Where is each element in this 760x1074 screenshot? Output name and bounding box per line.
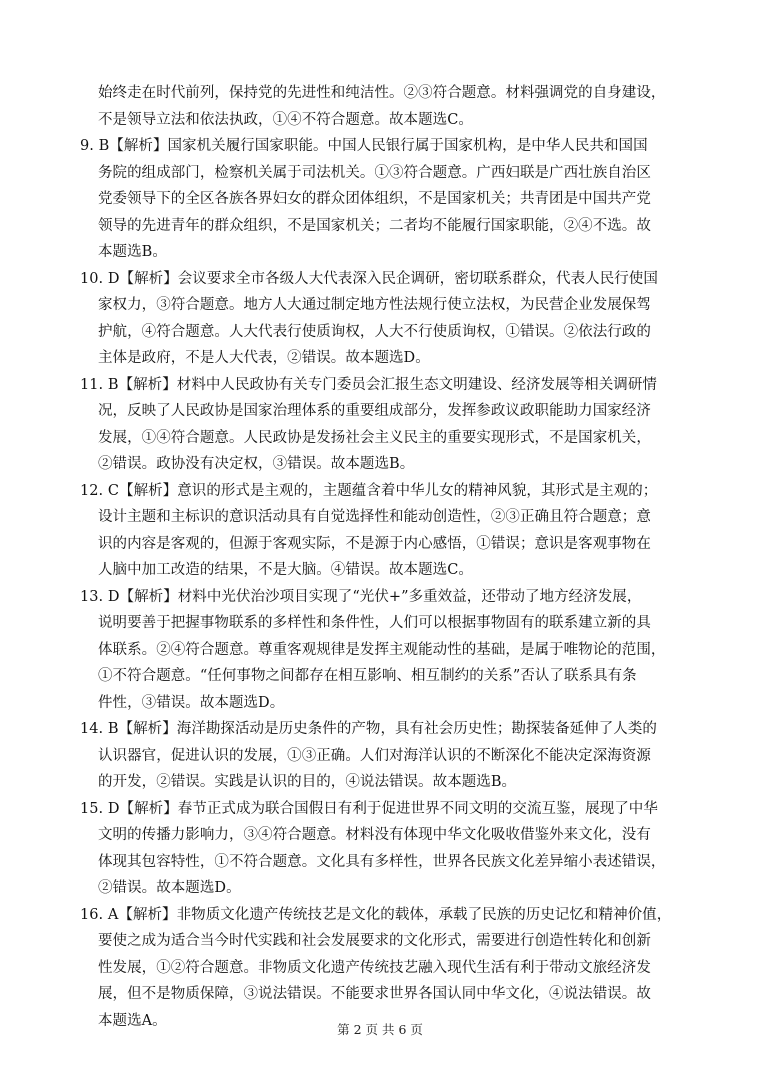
text-line: 说明要善于把握事物联系的多样性和条件性，人们可以根据事物固有的联系建立新的具 [98, 615, 651, 631]
text-line: 体联系。②④符合题意。尊重客观规律是发挥主观能动性的基础，是属于唯物论的范围， [98, 641, 666, 658]
text-line: 护航，④符合题意。人大代表行使质询权，人大不行使质询权，①错误。②依法行政的 [98, 323, 651, 340]
text-line: 设计主题和主标识的意识活动具有自觉选择性和能动创造性，②③正确且符合题意；意 [98, 509, 651, 525]
text-line: ②错误。政协没有决定权，③错误。故本题选B。 [98, 456, 415, 472]
text-line: 不是领导立法和依法执政，①④不符合题意。故本题选C。 [98, 111, 473, 128]
text-line: 主体是政府，不是人大代表，②错误。故本题选D。 [98, 350, 430, 366]
page-footer: 第 2 页 共 6 页 [337, 1022, 423, 1037]
text-line: 领导的先进青年的群众组织，不是国家机关；二者均不能履行国家职能，②④不选。故 [98, 217, 651, 234]
answer-item-start-line: 12. C【解析】意识的形式是主观的，主题蕴含着中华儿女的精神风貌，其形式是主观的； [80, 482, 658, 499]
text-line: 认识器官，促进认识的发展，①③正确。人们对海洋认识的不断深化不能决定深海资源 [98, 747, 651, 764]
text-line: 人脑中加工改造的结果，不是大脑。④错误。故本题选C。 [98, 562, 473, 578]
text-line: ①不符合题意。“任何事物之间都存在相互影响、相互制约的关系”否认了联系具有条 [98, 668, 637, 684]
answer-item-start-line: 13. D【解析】材料中光伏治沙项目实现了“光伏+”多重效益，还带动了地方经济发展， [80, 588, 642, 605]
text-line: ②错误。故本题选D。 [98, 880, 241, 896]
text-line: 性发展，①②符合题意。非物质文化遗产传统技艺融入现代生活有利于带动文旅经济发 [98, 959, 651, 976]
text-line: 的开发，②错误。实践是认识的目的，④说法错误。故本题选B。 [98, 774, 517, 790]
text-line: 文明的传播力影响力，③④符合题意。材料没有体现中华文化吸收借鉴外来文化，没有 [98, 827, 651, 843]
text-line: 始终走在时代前列，保持党的先进性和纯洁性。②③符合题意。材料强调党的自身建设， [98, 85, 666, 101]
text-line: 党委领导下的全区各族各界妇女的群众团体组织，不是国家机关；共青团是中国共产党 [98, 191, 651, 207]
text-line: 体现其包容特性，①不符合题意。文化具有多样性，世界各民族文化差异缩小表述错误， [98, 853, 666, 870]
text-line: 家权力，③符合题意。地方人大通过制定地方性法规行使立法权，为民营企业发展保驾 [98, 297, 651, 313]
text-line: 识的内容是客观的，但源于客观实际，不是源于内心感悟，①错误；意识是客观事物在 [98, 535, 651, 552]
text-line: 务院的组成部门，检察机关属于司法机关。①③符合题意。广西妇联是广西壮族自治区 [98, 164, 651, 181]
text-line: 本题选A。 [98, 1012, 167, 1029]
answer-item-start-line: 11. B【解析】材料中人民政协有关专门委员会汇报生态文明建设、经济发展等相关调研情 [80, 376, 657, 393]
answer-item-start-line: 15. D【解析】春节正式成为联合国假日有利于促进世界不同文明的交流互鉴，展现了中华 [80, 800, 658, 817]
answer-explanations [80, 80, 698, 1034]
answer-item-start-line: 16. A【解析】非物质文化遗产传统技艺是文化的载体，承载了民族的历史记忆和精神价值， [80, 906, 672, 923]
answer-item-start-line: 9. B【解析】国家机关履行国家职能。中国人民银行属于国家机构，是中华人民共和国国 [80, 138, 648, 154]
answer-item-start-line: 10. D【解析】会议要求全市各级人大代表深入民企调研，密切联系群众，代表人民行使国 [80, 270, 658, 287]
text-line: 件性，③错误。故本题选D。 [98, 694, 285, 711]
text-line: 展，但不是物质保障，③说法错误。不能要求世界各国认同中华文化，④说法错误。故 [98, 986, 651, 1002]
text-line: 发展，①④符合题意。人民政协是发扬社会主义民主的重要实现形式，不是国家机关， [98, 429, 651, 446]
answer-item-start-line: 14. B【解析】海洋勘探活动是历史条件的产物，具有社会历史性；勘探装备延伸了人类的 [80, 721, 657, 737]
text-line: 况，反映了人民政协是国家治理体系的重要组成部分，发挥参政议政职能助力国家经济 [98, 403, 651, 419]
text-line: 本题选B。 [98, 244, 167, 260]
text-line: 要使之成为适合当今时代实践和社会发展要求的文化形式，需要进行创造性转化和创新 [98, 933, 651, 949]
